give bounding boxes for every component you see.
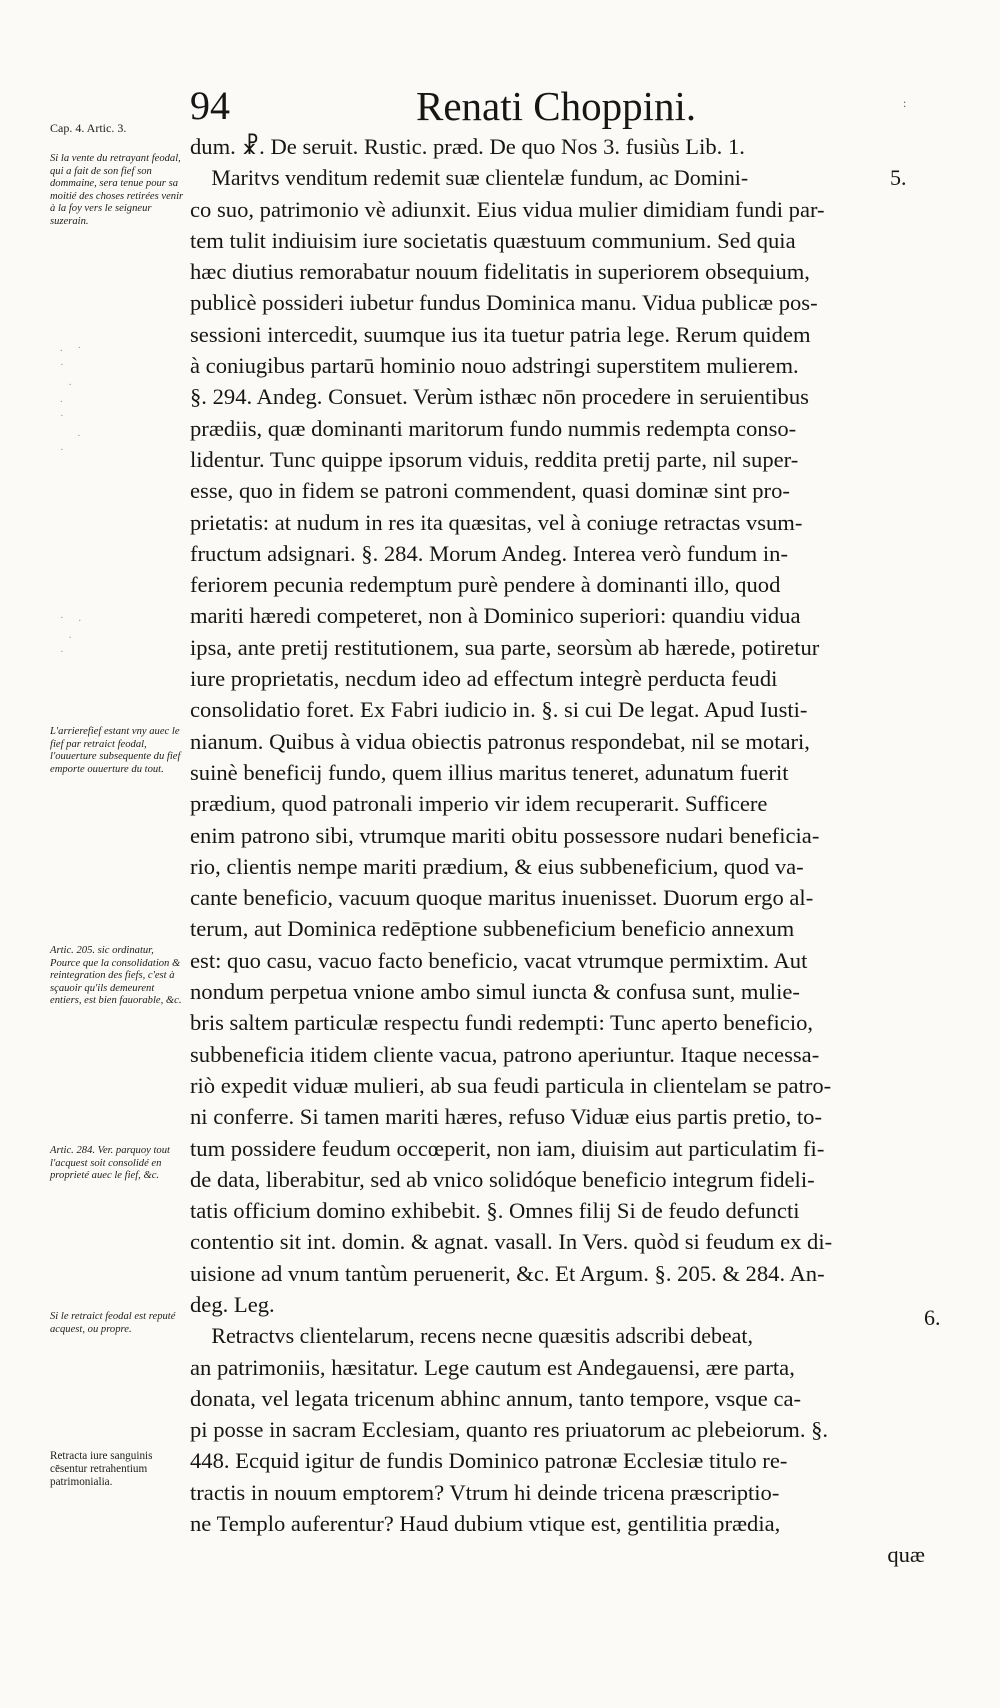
catchword: quæ [887, 1542, 925, 1568]
text-line: §. 294. Andeg. Consuet. Verùm isthæc nōn procedere in seruientibus [190, 384, 809, 410]
text-line: feriorem pecunia redemptum purè pendere à dominanti illo, quod [190, 572, 781, 598]
text-line: cante beneficio, vacuum quoque maritus inuenisset. Duorum ergo al- [190, 885, 814, 911]
text-line: co suo, patrimonio vè adiunxit. Eius vidua mulier dimidiam fundi par- [190, 196, 825, 222]
text-line: nondum perpetua vnione ambo simul iuncta & confusa sunt, mulie- [190, 979, 800, 1005]
text-line: lidentur. Tunc quippe ipsorum viduis, reddita pretij parte, nil super- [190, 446, 799, 472]
text-line: enim patrono sibi, vtrumque mariti obitu possessore nudari beneficia- [190, 822, 820, 848]
margin-note-retracta: Retracta iure sanguinis cēsentur retrahentium patrimonialia. [50, 1450, 153, 1489]
text-line: prædium, quod patronali imperio vir idem recuperarit. Sufficere [190, 791, 768, 817]
text-line: de data, liberabitur, sed ab vnico solidóque beneficio integrum fideli- [190, 1166, 815, 1192]
margin-note-chapter-ref: Cap. 4. Artic. 3. [50, 121, 127, 135]
text-line: donata, vel legata tricenum abhinc annum, tanto tempore, vsque ca- [190, 1385, 802, 1411]
text-line: Retractvs clientelarum, recens necne quæsitis adscribi debeat, [211, 1323, 753, 1349]
text-line: suinè beneficij fundo, quem illius maritus teneret, adunatum fuerit [190, 759, 789, 785]
page-number: 94 [190, 83, 230, 128]
text-line: bris saltem particulæ respectu fundi redempti: Tunc aperto beneficio, [190, 1010, 814, 1036]
running-title: Renati Choppini. [416, 83, 697, 129]
margin-note-feudal-sale: Si la vente du retrayant feodal, qui a fait de son fief son dommaine, sera tenue pour sa moitié des choses retirées venir à la foy vers le seigneur suzerain. [50, 153, 184, 227]
text-line: Maritvs venditum redemit suæ clientelæ fundum, ac Domini- [211, 165, 749, 191]
text-line: subbeneficia itidem cliente vacua, patrono aperiuntur. Itaque necessa- [190, 1041, 820, 1067]
text-line: 448. Ecquid igitur de fundis Dominico patronæ Ecclesiæ titulo re- [190, 1448, 788, 1474]
margin-note-artic-205: Artic. 205. sic ordinatur, Pource que la consolidation & reintegration des fiefs, c'est à sçauoir qu'ils demeurent entiers, est bien fauorable, &c. [50, 945, 182, 1007]
section-number: 5. [890, 165, 907, 190]
text-line: consolidatio foret. Ex Fabri iudicio in. §. si cui De legat. Apud Iusti- [190, 697, 808, 723]
text-line: ipsa, ante pretij restitutionem, sua parte, seorsùm ab hærede, potiretur [190, 634, 820, 660]
text-line: pi posse in sacram Ecclesiam, quanto res priuatorum ac plebeiorum. §. [190, 1417, 829, 1443]
text-line: publicè possideri iubetur fundus Dominica manu. Vidua publicæ pos- [190, 290, 818, 316]
text-line: à coniugibus partarū hominio nouo adstringi superstitem mulierem. [190, 353, 799, 379]
margin-note-arrierefief: L'arrierefief estant vny auec le fief par retraict feodal, l'ouuerture subsequente du fief emporte ouuerture du tout. [50, 726, 181, 775]
text-line: prietatis: at nudum in res ita quæsitas, vel à coniuge retractas vsum- [190, 509, 803, 535]
text-line: fructum adsignari. §. 284. Morum Andeg. Interea verò fundum in- [190, 540, 788, 566]
text-line: deg. Leg. [190, 1291, 275, 1317]
text-line: an patrimoniis, hæsitatur. Lege cautum est Andegauensi, ære parta, [190, 1354, 795, 1380]
text-line: dum. ☧. De seruit. Rustic. præd. De quo Nos 3. fusiùs Lib. 1. [190, 134, 745, 159]
text-line: tem tulit indiuisim iure societatis quæstuum communium. Sed quia [190, 227, 796, 253]
text-line: prædiis, quæ dominanti maritorum fundo nummis redempta conso- [190, 415, 797, 441]
text-line: est: quo casu, vacuo facto beneficio, vacat vtrumque permixtim. Aut [190, 947, 808, 973]
text-line: tatis officium domino exhibebit. §. Omnes filij Si de feudo defuncti [190, 1198, 800, 1224]
text-line: uisione ad vnum tantùm peruenerit, &c. Et Argum. §. 205. & 284. An- [190, 1260, 825, 1286]
text-line: tum possidere feudum occœperit, non iam, diuisim aut particulatim fi- [190, 1135, 825, 1161]
ink-specks: · . . · [60, 612, 88, 658]
text-line: contentio sit int. domin. & agnat. vasall. In Vers. quòd si feudum ex di- [190, 1229, 833, 1255]
body-text [190, 131, 925, 1571]
text-line: nianum. Quibus à vidua obiectis patronus respondebat, nil se motari, [190, 728, 810, 754]
text-line: tractis in nouum emptorem? Vtrum hi deinde tricena præscriptio- [190, 1479, 780, 1505]
margin-note-artic-284: Artic. 284. Ver. parquoy tout l'acquest soit consolidé en proprieté auec le fief, &c. [50, 1145, 170, 1182]
text-line: hæc diutius remorabatur nouum fidelitatis in superiorem obsequium, [190, 259, 810, 285]
page-header [190, 82, 730, 130]
text-line: ni conferre. Si tamen mariti hæres, refuso Viduæ eius partis pretio, to- [190, 1104, 822, 1130]
text-line: terum, aut Dominica redēptione subbeneficium beneficio annexum [190, 916, 795, 942]
text-line: riò expedit viduæ mulieri, ab sua feudi particula in clientelam se patro- [190, 1072, 832, 1098]
text-line: sessioni intercedit, suumque ius ita tuetur patria lege. Rerum quidem [190, 321, 811, 347]
text-line: ne Templo auferentur? Haud dubium vtique est, gentilitia prædia, [190, 1511, 781, 1537]
ink-specks: . · · . . · . · [60, 342, 88, 456]
text-line: mariti hæredi competeret, non à Dominico superiori: quandiu vidua [190, 603, 801, 629]
ink-speck: : [903, 96, 907, 110]
margin-note-retraict-feodal: Si le retraict feodal est reputé acquest, ou propre. [50, 1311, 176, 1335]
text-line: iure proprietatis, necdum ideo ad effectum integrè perducta feudi [190, 666, 778, 692]
section-number: 6. [924, 1305, 941, 1330]
text-line: esse, quo in fidem se patroni commendent, quasi dominæ sint pro- [190, 478, 790, 504]
text-line: rio, clientis nempe mariti prædium, & eius subbeneficium, quod va- [190, 853, 804, 879]
